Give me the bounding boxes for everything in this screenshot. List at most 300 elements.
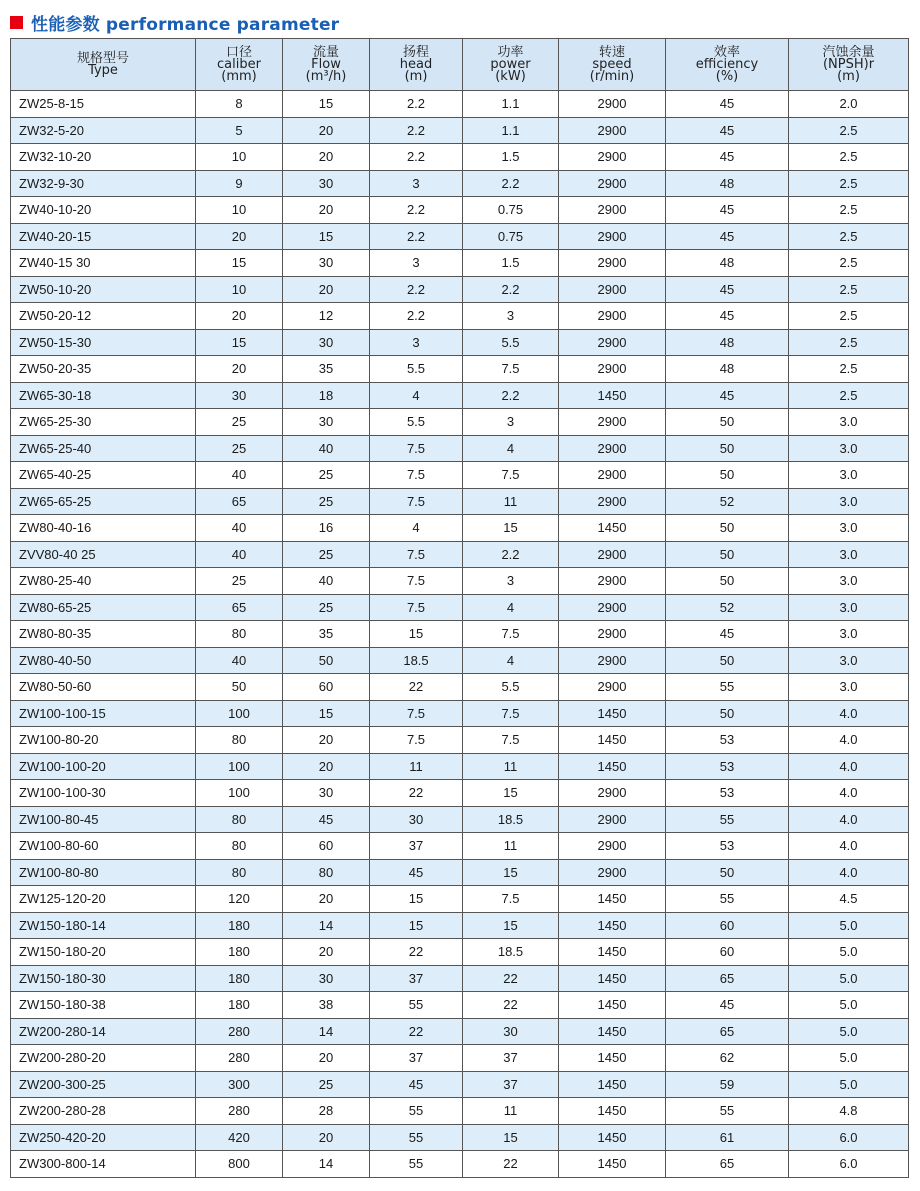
cell-efficiency: 48	[666, 250, 789, 277]
cell-speed: 2900	[559, 91, 666, 118]
cell-npsh: 2.5	[789, 276, 909, 303]
table-row	[11, 488, 909, 515]
cell-power: 1.1	[463, 117, 559, 144]
header-en-label: power	[490, 56, 531, 72]
cell-power: 22	[463, 992, 559, 1019]
cell-efficiency: 62	[666, 1045, 789, 1072]
cell-npsh: 3.0	[789, 488, 909, 515]
cell-head: 15	[370, 886, 463, 913]
cell-npsh: 3.0	[789, 568, 909, 595]
cell-power: 15	[463, 780, 559, 807]
cell-flow: 25	[283, 1071, 370, 1098]
cell-caliber: 180	[196, 939, 283, 966]
cell-flow: 20	[283, 886, 370, 913]
header-en-label: caliber	[217, 56, 261, 72]
cell-head: 55	[370, 992, 463, 1019]
cell-head: 3	[370, 329, 463, 356]
cell-caliber: 180	[196, 992, 283, 1019]
table-row	[11, 91, 909, 118]
cell-npsh: 4.0	[789, 833, 909, 860]
cell-power: 7.5	[463, 700, 559, 727]
header-unit-label: (m)	[837, 68, 860, 84]
performance-table	[10, 38, 909, 1178]
cell-speed: 1450	[559, 1124, 666, 1151]
cell-flow: 14	[283, 1018, 370, 1045]
cell-caliber: 15	[196, 329, 283, 356]
cell-head: 2.2	[370, 117, 463, 144]
cell-speed: 2900	[559, 223, 666, 250]
cell-flow: 30	[283, 965, 370, 992]
cell-head: 4	[370, 382, 463, 409]
cell-power: 4	[463, 594, 559, 621]
cell-caliber: 10	[196, 197, 283, 224]
cell-caliber: 20	[196, 223, 283, 250]
cell-efficiency: 50	[666, 568, 789, 595]
cell-caliber: 80	[196, 621, 283, 648]
cell-power: 7.5	[463, 356, 559, 383]
cell-efficiency: 65	[666, 965, 789, 992]
cell-power: 4	[463, 435, 559, 462]
red-square-icon	[10, 16, 23, 29]
table-body	[11, 91, 909, 1178]
cell-efficiency: 50	[666, 541, 789, 568]
table-row	[11, 886, 909, 913]
cell-type: ZW32-10-20	[11, 144, 196, 171]
cell-caliber: 25	[196, 568, 283, 595]
cell-caliber: 40	[196, 647, 283, 674]
cell-power: 11	[463, 753, 559, 780]
cell-caliber: 30	[196, 382, 283, 409]
header-unit-label: (mm)	[221, 68, 257, 84]
cell-head: 2.2	[370, 276, 463, 303]
cell-power: 11	[463, 833, 559, 860]
table-row	[11, 356, 909, 383]
cell-efficiency: 65	[666, 1151, 789, 1178]
cell-speed: 2900	[559, 488, 666, 515]
table-row	[11, 382, 909, 409]
cell-type: ZW250-420-20	[11, 1124, 196, 1151]
cell-speed: 1450	[559, 939, 666, 966]
header-en-label: efficiency	[695, 56, 759, 72]
cell-efficiency: 45	[666, 992, 789, 1019]
cell-speed: 1450	[559, 700, 666, 727]
cell-caliber: 5	[196, 117, 283, 144]
cell-caliber: 8	[196, 91, 283, 118]
cell-efficiency: 50	[666, 515, 789, 542]
cell-speed: 1450	[559, 992, 666, 1019]
cell-head: 22	[370, 1018, 463, 1045]
cell-speed: 1450	[559, 912, 666, 939]
cell-speed: 2900	[559, 462, 666, 489]
cell-speed: 2900	[559, 568, 666, 595]
cell-caliber: 25	[196, 409, 283, 436]
cell-speed: 2900	[559, 647, 666, 674]
header-npsh	[789, 39, 909, 91]
cell-npsh: 2.5	[789, 303, 909, 330]
cell-speed: 2900	[559, 117, 666, 144]
cell-caliber: 100	[196, 753, 283, 780]
cell-caliber: 25	[196, 435, 283, 462]
header-caliber	[196, 39, 283, 91]
cell-flow: 30	[283, 409, 370, 436]
cell-caliber: 40	[196, 515, 283, 542]
cell-power: 1.5	[463, 144, 559, 171]
cell-type: ZW100-100-30	[11, 780, 196, 807]
cell-efficiency: 50	[666, 409, 789, 436]
cell-speed: 2900	[559, 541, 666, 568]
cell-npsh: 6.0	[789, 1124, 909, 1151]
cell-type: ZW65-65-25	[11, 488, 196, 515]
cell-flow: 40	[283, 435, 370, 462]
cell-speed: 1450	[559, 753, 666, 780]
header-cn-label: 功率	[497, 44, 524, 60]
cell-head: 2.2	[370, 144, 463, 171]
cell-type: ZVV80-40 25	[11, 541, 196, 568]
cell-head: 22	[370, 674, 463, 701]
cell-flow: 15	[283, 91, 370, 118]
cell-power: 15	[463, 859, 559, 886]
cell-head: 18.5	[370, 647, 463, 674]
cell-type: ZW50-10-20	[11, 276, 196, 303]
cell-npsh: 3.0	[789, 435, 909, 462]
table-row	[11, 1098, 909, 1125]
cell-type: ZW80-40-16	[11, 515, 196, 542]
cell-flow: 40	[283, 568, 370, 595]
cell-power: 37	[463, 1045, 559, 1072]
cell-efficiency: 53	[666, 727, 789, 754]
table-row	[11, 117, 909, 144]
cell-head: 5.5	[370, 356, 463, 383]
header-cn-label: 扬程	[402, 44, 429, 60]
table-row	[11, 223, 909, 250]
cell-head: 22	[370, 780, 463, 807]
cell-power: 2.2	[463, 276, 559, 303]
cell-speed: 2900	[559, 144, 666, 171]
cell-efficiency: 50	[666, 647, 789, 674]
cell-speed: 1450	[559, 886, 666, 913]
cell-flow: 30	[283, 780, 370, 807]
cell-head: 4	[370, 515, 463, 542]
cell-flow: 35	[283, 356, 370, 383]
cell-power: 22	[463, 965, 559, 992]
cell-power: 3	[463, 409, 559, 436]
cell-caliber: 420	[196, 1124, 283, 1151]
cell-efficiency: 50	[666, 859, 789, 886]
cell-caliber: 40	[196, 541, 283, 568]
cell-head: 30	[370, 806, 463, 833]
cell-caliber: 20	[196, 303, 283, 330]
cell-flow: 15	[283, 223, 370, 250]
cell-flow: 35	[283, 621, 370, 648]
cell-efficiency: 52	[666, 488, 789, 515]
cell-type: ZW25-8-15	[11, 91, 196, 118]
cell-power: 3	[463, 303, 559, 330]
cell-speed: 2900	[559, 621, 666, 648]
cell-efficiency: 55	[666, 674, 789, 701]
cell-caliber: 20	[196, 356, 283, 383]
cell-flow: 20	[283, 117, 370, 144]
cell-flow: 18	[283, 382, 370, 409]
cell-type: ZW80-80-35	[11, 621, 196, 648]
cell-speed: 2900	[559, 594, 666, 621]
cell-head: 5.5	[370, 409, 463, 436]
cell-speed: 2900	[559, 197, 666, 224]
cell-speed: 1450	[559, 1071, 666, 1098]
cell-efficiency: 45	[666, 303, 789, 330]
cell-speed: 2900	[559, 303, 666, 330]
cell-efficiency: 45	[666, 197, 789, 224]
cell-npsh: 2.5	[789, 117, 909, 144]
cell-speed: 1450	[559, 965, 666, 992]
cell-efficiency: 60	[666, 912, 789, 939]
cell-speed: 1450	[559, 1151, 666, 1178]
cell-speed: 1450	[559, 515, 666, 542]
table-row	[11, 1071, 909, 1098]
cell-caliber: 80	[196, 833, 283, 860]
cell-head: 3	[370, 170, 463, 197]
cell-type: ZW125-120-20	[11, 886, 196, 913]
cell-flow: 80	[283, 859, 370, 886]
cell-head: 55	[370, 1151, 463, 1178]
cell-head: 2.2	[370, 303, 463, 330]
cell-power: 15	[463, 912, 559, 939]
cell-efficiency: 45	[666, 91, 789, 118]
table-row	[11, 833, 909, 860]
cell-type: ZW100-100-20	[11, 753, 196, 780]
cell-npsh: 3.0	[789, 515, 909, 542]
cell-type: ZW40-10-20	[11, 197, 196, 224]
cell-efficiency: 45	[666, 382, 789, 409]
header-head	[370, 39, 463, 91]
cell-speed: 1450	[559, 1098, 666, 1125]
table-row	[11, 700, 909, 727]
cell-npsh: 4.0	[789, 780, 909, 807]
table-row	[11, 435, 909, 462]
cell-head: 45	[370, 859, 463, 886]
cell-head: 3	[370, 250, 463, 277]
cell-efficiency: 50	[666, 435, 789, 462]
cell-power: 11	[463, 488, 559, 515]
cell-power: 7.5	[463, 886, 559, 913]
cell-caliber: 300	[196, 1071, 283, 1098]
cell-npsh: 4.0	[789, 859, 909, 886]
table-row	[11, 409, 909, 436]
cell-npsh: 2.0	[789, 91, 909, 118]
cell-npsh: 3.0	[789, 594, 909, 621]
table-row	[11, 674, 909, 701]
cell-power: 7.5	[463, 727, 559, 754]
cell-type: ZW32-9-30	[11, 170, 196, 197]
cell-head: 55	[370, 1124, 463, 1151]
cell-caliber: 280	[196, 1098, 283, 1125]
cell-head: 15	[370, 912, 463, 939]
cell-type: ZW200-280-14	[11, 1018, 196, 1045]
cell-type: ZW80-40-50	[11, 647, 196, 674]
cell-power: 18.5	[463, 939, 559, 966]
cell-npsh: 2.5	[789, 197, 909, 224]
cell-flow: 28	[283, 1098, 370, 1125]
cell-type: ZW150-180-20	[11, 939, 196, 966]
cell-npsh: 5.0	[789, 912, 909, 939]
cell-power: 11	[463, 1098, 559, 1125]
cell-caliber: 80	[196, 727, 283, 754]
cell-head: 22	[370, 939, 463, 966]
cell-flow: 20	[283, 753, 370, 780]
cell-caliber: 180	[196, 912, 283, 939]
cell-type: ZW200-300-25	[11, 1071, 196, 1098]
table-row	[11, 594, 909, 621]
cell-efficiency: 50	[666, 462, 789, 489]
cell-speed: 2900	[559, 674, 666, 701]
cell-efficiency: 60	[666, 939, 789, 966]
table-row	[11, 965, 909, 992]
cell-type: ZW50-20-35	[11, 356, 196, 383]
cell-speed: 2900	[559, 806, 666, 833]
table-row	[11, 1018, 909, 1045]
table-row	[11, 515, 909, 542]
cell-flow: 25	[283, 594, 370, 621]
cell-caliber: 65	[196, 594, 283, 621]
cell-type: ZW80-25-40	[11, 568, 196, 595]
cell-head: 7.5	[370, 727, 463, 754]
cell-npsh: 2.5	[789, 382, 909, 409]
cell-type: ZW80-50-60	[11, 674, 196, 701]
cell-head: 2.2	[370, 197, 463, 224]
cell-flow: 20	[283, 144, 370, 171]
cell-flow: 20	[283, 1045, 370, 1072]
cell-power: 3	[463, 568, 559, 595]
table-row	[11, 276, 909, 303]
cell-power: 22	[463, 1151, 559, 1178]
cell-efficiency: 50	[666, 700, 789, 727]
cell-npsh: 3.0	[789, 674, 909, 701]
cell-power: 5.5	[463, 329, 559, 356]
header-cn-label: 转速	[598, 44, 625, 60]
cell-power: 15	[463, 515, 559, 542]
cell-type: ZW100-80-60	[11, 833, 196, 860]
cell-flow: 50	[283, 647, 370, 674]
header-cn-label: 口径	[225, 44, 252, 60]
cell-efficiency: 45	[666, 223, 789, 250]
cell-npsh: 3.0	[789, 541, 909, 568]
cell-type: ZW100-80-80	[11, 859, 196, 886]
cell-power: 4	[463, 647, 559, 674]
cell-power: 2.2	[463, 382, 559, 409]
cell-head: 7.5	[370, 488, 463, 515]
cell-flow: 14	[283, 912, 370, 939]
cell-npsh: 5.0	[789, 1045, 909, 1072]
cell-type: ZW100-80-45	[11, 806, 196, 833]
cell-caliber: 100	[196, 780, 283, 807]
cell-speed: 2900	[559, 276, 666, 303]
cell-efficiency: 59	[666, 1071, 789, 1098]
cell-caliber: 280	[196, 1018, 283, 1045]
cell-npsh: 6.0	[789, 1151, 909, 1178]
cell-npsh: 2.5	[789, 329, 909, 356]
cell-flow: 15	[283, 700, 370, 727]
cell-type: ZW32-5-20	[11, 117, 196, 144]
cell-npsh: 4.0	[789, 700, 909, 727]
header-efficiency	[666, 39, 789, 91]
cell-npsh: 2.5	[789, 170, 909, 197]
cell-flow: 25	[283, 541, 370, 568]
cell-flow: 20	[283, 727, 370, 754]
cell-caliber: 10	[196, 276, 283, 303]
cell-caliber: 280	[196, 1045, 283, 1072]
cell-head: 37	[370, 965, 463, 992]
header-power	[463, 39, 559, 91]
cell-speed: 2900	[559, 329, 666, 356]
table-row	[11, 170, 909, 197]
cell-caliber: 100	[196, 700, 283, 727]
header-flow	[283, 39, 370, 91]
cell-npsh: 4.0	[789, 753, 909, 780]
cell-type: ZW50-15-30	[11, 329, 196, 356]
cell-npsh: 4.8	[789, 1098, 909, 1125]
cell-speed: 1450	[559, 727, 666, 754]
cell-power: 5.5	[463, 674, 559, 701]
cell-speed: 2900	[559, 356, 666, 383]
header-en-label: head	[399, 56, 433, 72]
cell-power: 30	[463, 1018, 559, 1045]
cell-npsh: 3.0	[789, 647, 909, 674]
cell-power: 7.5	[463, 462, 559, 489]
cell-speed: 2900	[559, 833, 666, 860]
table-row	[11, 250, 909, 277]
table-row	[11, 727, 909, 754]
cell-head: 7.5	[370, 435, 463, 462]
table-row	[11, 806, 909, 833]
cell-flow: 20	[283, 276, 370, 303]
cell-npsh: 5.0	[789, 1071, 909, 1098]
table-row	[11, 303, 909, 330]
cell-npsh: 4.0	[789, 727, 909, 754]
cell-efficiency: 45	[666, 621, 789, 648]
cell-head: 55	[370, 1098, 463, 1125]
cell-caliber: 40	[196, 462, 283, 489]
table-row	[11, 753, 909, 780]
table-row	[11, 541, 909, 568]
cell-power: 2.2	[463, 541, 559, 568]
cell-power: 2.2	[463, 170, 559, 197]
table-row	[11, 939, 909, 966]
cell-efficiency: 53	[666, 780, 789, 807]
table-row	[11, 1045, 909, 1072]
cell-power: 1.1	[463, 91, 559, 118]
cell-caliber: 15	[196, 250, 283, 277]
cell-efficiency: 65	[666, 1018, 789, 1045]
cell-efficiency: 52	[666, 594, 789, 621]
table-row	[11, 621, 909, 648]
header-speed	[559, 39, 666, 91]
cell-caliber: 10	[196, 144, 283, 171]
header-unit-label: (kW)	[495, 68, 526, 84]
cell-type: ZW200-280-28	[11, 1098, 196, 1125]
cell-npsh: 3.0	[789, 621, 909, 648]
cell-head: 7.5	[370, 541, 463, 568]
cell-npsh: 2.5	[789, 250, 909, 277]
cell-type: ZW40-20-15	[11, 223, 196, 250]
cell-speed: 2900	[559, 170, 666, 197]
cell-npsh: 4.0	[789, 806, 909, 833]
cell-type: ZW40-15 30	[11, 250, 196, 277]
cell-efficiency: 45	[666, 276, 789, 303]
cell-npsh: 3.0	[789, 409, 909, 436]
cell-flow: 20	[283, 197, 370, 224]
cell-head: 7.5	[370, 568, 463, 595]
cell-head: 45	[370, 1071, 463, 1098]
table-row	[11, 144, 909, 171]
